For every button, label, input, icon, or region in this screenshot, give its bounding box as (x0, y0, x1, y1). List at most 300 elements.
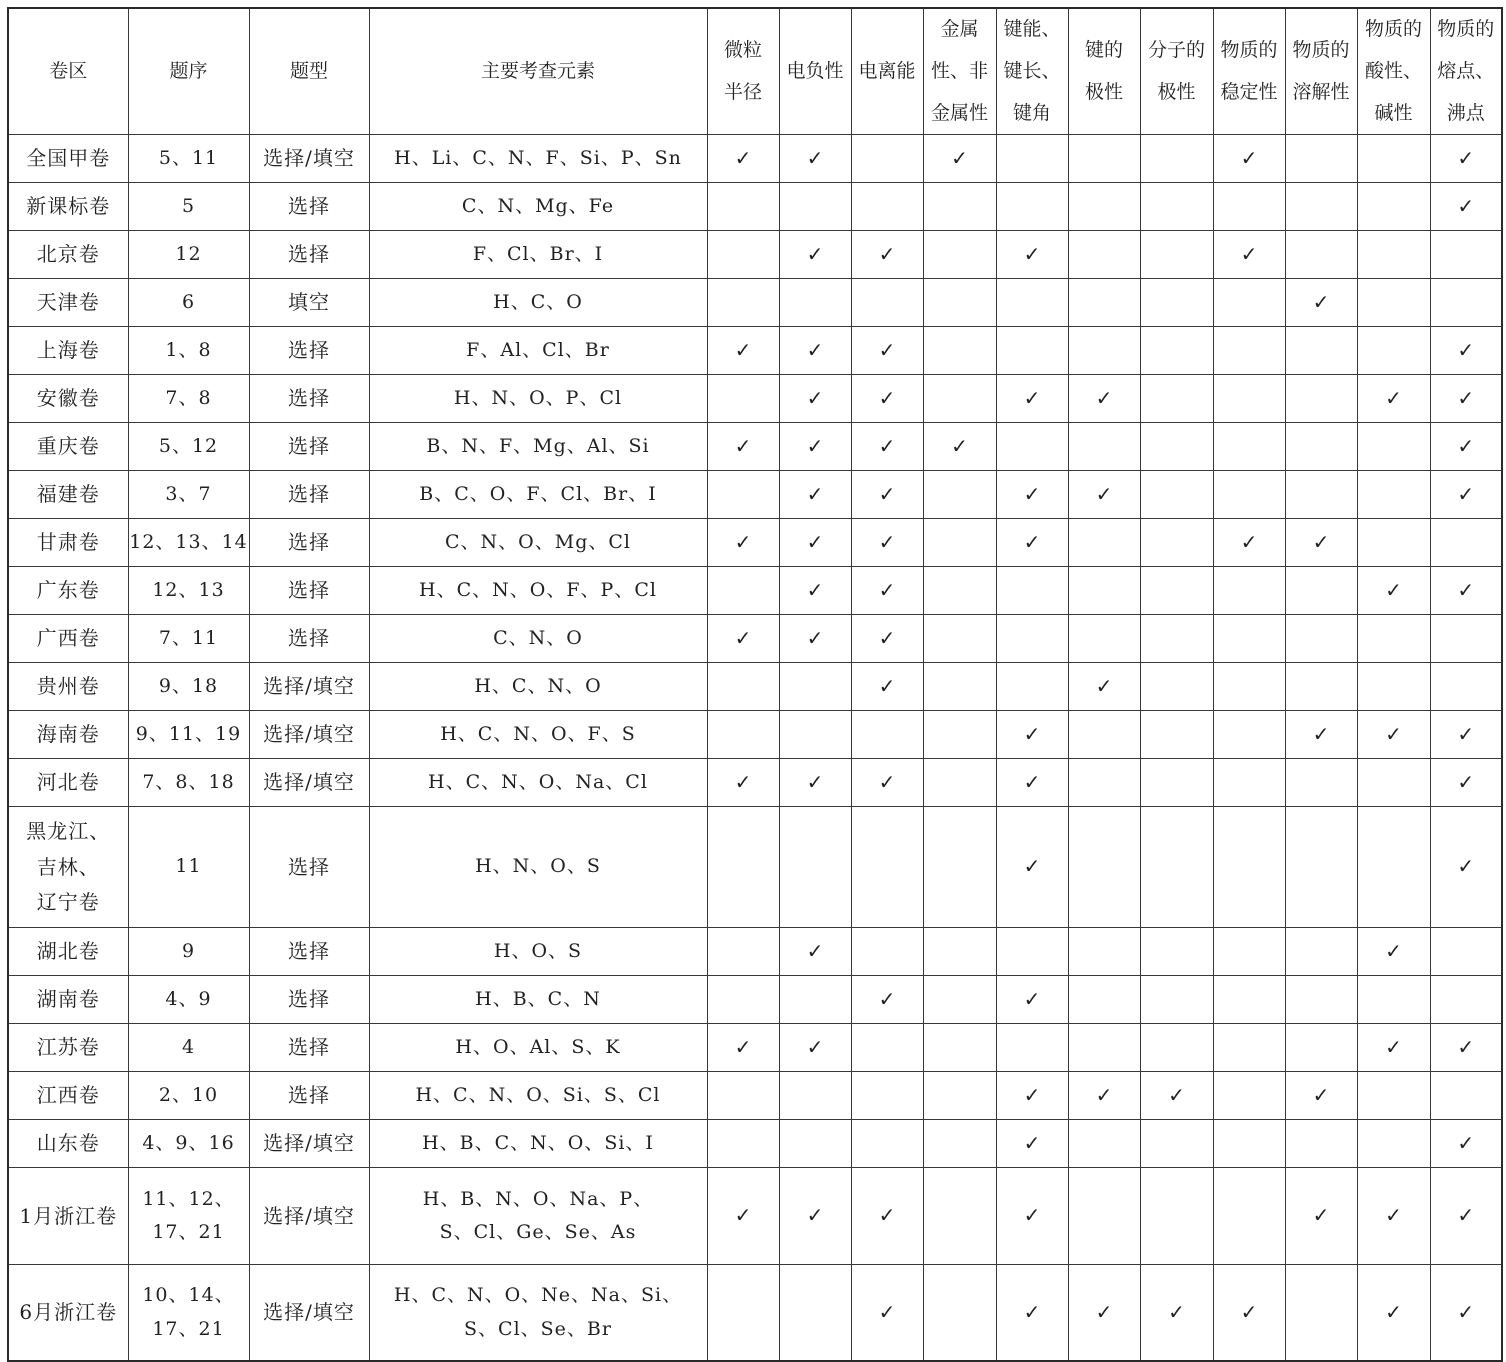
check-cell-acidity-basicity (1357, 928, 1430, 976)
elements-cell (369, 1120, 707, 1168)
check-cell-metallicity (923, 471, 996, 519)
elements-cell-line: C、N、Mg、Fe (461, 194, 615, 217)
check-cell-bond-params (996, 279, 1068, 327)
elements-cell (369, 423, 707, 471)
region-cell-line: 上海卷 (36, 338, 100, 363)
header-topic-line: 半径 (723, 80, 762, 103)
header-topic-solubility (1285, 8, 1357, 135)
check-cell-acidity-basicity (1357, 423, 1430, 471)
elements-cell (369, 1168, 707, 1265)
question-number-cell (128, 471, 249, 519)
check-cell-metallicity (923, 976, 996, 1024)
table-row (8, 663, 1502, 711)
question-number-cell-line: 5 (181, 194, 196, 217)
check-cell-stability (1213, 327, 1285, 375)
check-icon: ✓ (878, 1299, 896, 1324)
check-cell-bond-polarity (1068, 1265, 1140, 1361)
question-type-cell: 选择/填空 (249, 1120, 369, 1168)
check-cell-ionization-energy (851, 711, 923, 759)
elements-cell (369, 759, 707, 807)
header-topic-bond-params (996, 8, 1068, 135)
check-icon: ✓ (806, 625, 824, 650)
check-cell-metallicity (923, 807, 996, 928)
region-cell (8, 1024, 128, 1072)
check-cell-melting-boiling-point (1430, 928, 1502, 976)
check-cell-bond-polarity (1068, 471, 1140, 519)
check-icon: ✓ (878, 433, 896, 458)
check-cell-bond-params (996, 423, 1068, 471)
check-cell-ionization-energy (851, 327, 923, 375)
check-cell-ionization-energy (851, 279, 923, 327)
check-cell-bond-params (996, 375, 1068, 423)
check-cell-solubility (1285, 1072, 1357, 1120)
elements-cell (369, 976, 707, 1024)
check-cell-bond-polarity (1068, 519, 1140, 567)
check-cell-stability (1213, 375, 1285, 423)
check-icon: ✓ (1457, 1130, 1475, 1155)
check-icon: ✓ (1023, 769, 1041, 794)
check-cell-stability (1213, 976, 1285, 1024)
check-cell-solubility (1285, 711, 1357, 759)
question-number-cell (128, 375, 249, 423)
check-cell-melting-boiling-point (1430, 1168, 1502, 1265)
elements-cell-line: H、C、O (493, 290, 583, 313)
check-cell-solubility (1285, 976, 1357, 1024)
check-cell-bond-params (996, 567, 1068, 615)
region-cell (8, 279, 128, 327)
check-cell-molecule-polarity (1140, 231, 1213, 279)
check-cell-ionization-energy (851, 135, 923, 183)
check-icon: ✓ (1312, 529, 1330, 554)
question-number-cell (128, 615, 249, 663)
check-cell-ionization-energy (851, 1024, 923, 1072)
check-icon: ✓ (1385, 385, 1402, 410)
header-topic-line: 熔点、 (1437, 59, 1495, 82)
check-cell-ionization-energy (851, 1120, 923, 1168)
check-cell-electronegativity (779, 183, 851, 231)
region-cell-line: 河北卷 (36, 770, 100, 795)
check-cell-stability (1213, 519, 1285, 567)
check-icon: ✓ (806, 769, 824, 794)
question-number-cell (128, 1024, 249, 1072)
region-cell (8, 231, 128, 279)
check-cell-electronegativity (779, 519, 851, 567)
region-cell (8, 423, 128, 471)
elements-cell (369, 135, 707, 183)
check-cell-acidity-basicity (1357, 471, 1430, 519)
check-icon: ✓ (1023, 986, 1041, 1011)
elements-cell-line: H、N、O、S (475, 855, 601, 878)
check-cell-electronegativity (779, 231, 851, 279)
check-icon: ✓ (878, 1203, 896, 1228)
check-cell-bond-polarity (1068, 759, 1140, 807)
check-cell-bond-params (996, 759, 1068, 807)
question-number-cell (128, 519, 249, 567)
check-cell-bond-params (996, 1024, 1068, 1072)
check-cell-metallicity (923, 663, 996, 711)
check-cell-melting-boiling-point (1430, 183, 1502, 231)
header-topic-line: 物质的 (1437, 18, 1495, 40)
check-cell-metallicity (923, 1024, 996, 1072)
check-cell-particle-radius (707, 423, 779, 471)
check-cell-ionization-energy (851, 519, 923, 567)
check-icon: ✓ (1168, 1082, 1185, 1107)
check-icon: ✓ (1457, 854, 1475, 879)
check-cell-electronegativity (779, 1168, 851, 1265)
check-cell-particle-radius (707, 1168, 779, 1265)
check-cell-molecule-polarity (1140, 279, 1213, 327)
check-icon: ✓ (806, 529, 824, 554)
header-topic-line: 键角 (1012, 101, 1051, 124)
elements-cell-line: F、Al、Cl、Br (466, 338, 610, 361)
table-row (8, 615, 1502, 663)
check-cell-molecule-polarity (1140, 1168, 1213, 1265)
question-number-cell-line: 12 (175, 242, 202, 265)
question-type-cell: 选择/填空 (249, 135, 369, 183)
check-cell-solubility (1285, 519, 1357, 567)
table-body (8, 135, 1502, 1361)
check-cell-ionization-energy (851, 976, 923, 1024)
table-row (8, 231, 1502, 279)
check-icon: ✓ (1240, 145, 1258, 170)
check-cell-melting-boiling-point (1430, 519, 1502, 567)
check-cell-acidity-basicity (1357, 135, 1430, 183)
check-icon: ✓ (1095, 385, 1113, 410)
check-cell-stability (1213, 1265, 1285, 1361)
question-number-cell-line: 11 (175, 855, 202, 878)
question-number-cell (128, 663, 249, 711)
question-number-cell (128, 423, 249, 471)
question-type-cell: 选择/填空 (249, 1265, 369, 1361)
region-cell-line: 湖北卷 (36, 939, 100, 964)
question-number-cell (128, 231, 249, 279)
check-icon: ✓ (1457, 193, 1475, 218)
check-cell-stability (1213, 1072, 1285, 1120)
check-cell-solubility (1285, 183, 1357, 231)
question-type-cell: 选择 (249, 327, 369, 375)
region-cell (8, 928, 128, 976)
check-icon: ✓ (1457, 1034, 1475, 1059)
elements-cell (369, 663, 707, 711)
check-cell-stability (1213, 759, 1285, 807)
elements-cell (369, 1265, 707, 1361)
header-topic-line: 物质的 (1292, 38, 1350, 61)
check-cell-solubility (1285, 663, 1357, 711)
region-cell-line: 湖南卷 (36, 987, 100, 1012)
question-number-cell (128, 279, 249, 327)
check-cell-acidity-basicity (1357, 231, 1430, 279)
check-cell-electronegativity (779, 1120, 851, 1168)
question-type-cell: 选择 (249, 1024, 369, 1072)
check-icon: ✓ (1023, 385, 1041, 410)
table-header (8, 8, 1502, 135)
check-icon: ✓ (878, 529, 896, 554)
check-icon: ✓ (1457, 577, 1475, 602)
check-cell-stability (1213, 471, 1285, 519)
header-topic-bond-polarity (1068, 8, 1140, 135)
check-cell-bond-polarity (1068, 928, 1140, 976)
region-cell (8, 807, 128, 928)
check-cell-bond-polarity (1068, 615, 1140, 663)
question-number-cell-line: 6 (181, 290, 196, 313)
check-cell-bond-params (996, 976, 1068, 1024)
check-cell-solubility (1285, 1168, 1357, 1265)
check-cell-melting-boiling-point (1430, 1265, 1502, 1361)
question-type-cell: 选择 (249, 567, 369, 615)
elements-cell (369, 471, 707, 519)
check-cell-solubility (1285, 231, 1357, 279)
header-topic-line: 电负性 (786, 59, 844, 82)
check-icon: ✓ (1240, 1299, 1258, 1324)
header-topic-melting-boiling-point (1430, 8, 1502, 135)
check-cell-metallicity (923, 615, 996, 663)
question-type-cell: 选择 (249, 423, 369, 471)
check-cell-stability (1213, 928, 1285, 976)
check-icon: ✓ (878, 241, 896, 266)
check-icon: ✓ (1240, 241, 1258, 266)
region-cell-line: 新课标卷 (26, 194, 111, 219)
check-icon: ✓ (1385, 938, 1402, 963)
check-cell-metallicity (923, 1168, 996, 1265)
check-icon: ✓ (734, 769, 752, 794)
check-cell-particle-radius (707, 663, 779, 711)
check-icon: ✓ (878, 986, 896, 1011)
check-cell-metallicity (923, 567, 996, 615)
check-cell-particle-radius (707, 279, 779, 327)
region-cell (8, 135, 128, 183)
header-topic-line: 极性 (1084, 80, 1123, 103)
check-cell-melting-boiling-point (1430, 279, 1502, 327)
check-icon: ✓ (1457, 721, 1475, 746)
table-row (8, 423, 1502, 471)
elements-cell-line: H、B、N、O、Na、P、 (422, 1187, 654, 1210)
check-cell-stability (1213, 135, 1285, 183)
elements-cell-line: C、N、O (493, 626, 583, 649)
check-cell-bond-polarity (1068, 135, 1140, 183)
table-row (8, 759, 1502, 807)
check-cell-ionization-energy (851, 928, 923, 976)
check-cell-acidity-basicity (1357, 183, 1430, 231)
check-cell-particle-radius (707, 375, 779, 423)
question-number-cell-line: 7、8、18 (142, 770, 235, 793)
table-row (8, 976, 1502, 1024)
header-topic-line: 碱性 (1374, 101, 1413, 124)
header-topic-line: 键能、 (1003, 18, 1061, 40)
check-cell-bond-polarity (1068, 183, 1140, 231)
check-cell-solubility (1285, 1120, 1357, 1168)
elements-cell (369, 519, 707, 567)
check-cell-stability (1213, 567, 1285, 615)
check-cell-bond-params (996, 1265, 1068, 1361)
check-cell-electronegativity (779, 711, 851, 759)
check-cell-ionization-energy (851, 807, 923, 928)
elements-cell-line: H、C、N、O、Si、S、Cl (415, 1083, 661, 1106)
elements-cell-line: H、C、N、O (474, 674, 602, 697)
header-topic-line: 稳定性 (1220, 80, 1278, 103)
question-number-cell-line: 7、8 (165, 386, 212, 409)
check-cell-ionization-energy (851, 615, 923, 663)
question-type-cell: 选择/填空 (249, 711, 369, 759)
check-cell-melting-boiling-point (1430, 423, 1502, 471)
region-cell (8, 375, 128, 423)
check-cell-molecule-polarity (1140, 375, 1213, 423)
check-cell-metallicity (923, 375, 996, 423)
check-cell-particle-radius (707, 807, 779, 928)
check-cell-bond-polarity (1068, 976, 1140, 1024)
check-icon: ✓ (1312, 721, 1330, 746)
check-cell-bond-params (996, 1072, 1068, 1120)
check-cell-melting-boiling-point (1430, 471, 1502, 519)
check-cell-ionization-energy (851, 567, 923, 615)
check-cell-bond-polarity (1068, 375, 1140, 423)
check-cell-bond-params (996, 807, 1068, 928)
question-number-cell (128, 1168, 249, 1265)
region-cell-line: 山东卷 (36, 1131, 100, 1156)
table-row (8, 519, 1502, 567)
region-cell (8, 759, 128, 807)
table-row (8, 135, 1502, 183)
check-cell-bond-params (996, 1120, 1068, 1168)
check-icon: ✓ (1385, 577, 1402, 602)
check-cell-electronegativity (779, 759, 851, 807)
check-cell-ionization-energy (851, 375, 923, 423)
elements-cell-line: F、Cl、Br、I (472, 242, 604, 265)
check-cell-molecule-polarity (1140, 567, 1213, 615)
check-cell-solubility (1285, 1024, 1357, 1072)
elements-cell-line: H、C、N、O、Ne、Na、Si、 (393, 1283, 683, 1306)
check-cell-molecule-polarity (1140, 615, 1213, 663)
check-cell-molecule-polarity (1140, 1265, 1213, 1361)
check-icon: ✓ (878, 337, 896, 362)
check-cell-acidity-basicity (1357, 807, 1430, 928)
check-cell-molecule-polarity (1140, 807, 1213, 928)
check-icon: ✓ (734, 433, 752, 458)
check-cell-particle-radius (707, 471, 779, 519)
header-topic-line: 金属性 (930, 101, 988, 124)
check-cell-electronegativity (779, 1024, 851, 1072)
question-type-cell: 选择 (249, 375, 369, 423)
check-cell-bond-params (996, 471, 1068, 519)
check-cell-molecule-polarity (1140, 327, 1213, 375)
header-topic-line: 溶解性 (1292, 80, 1350, 103)
check-cell-melting-boiling-point (1430, 327, 1502, 375)
elements-cell-line: H、O、S (493, 939, 583, 962)
check-icon: ✓ (806, 1034, 824, 1059)
check-cell-solubility (1285, 759, 1357, 807)
check-cell-electronegativity (779, 928, 851, 976)
check-cell-bond-params (996, 135, 1068, 183)
region-cell-line: 广东卷 (36, 578, 100, 603)
question-number-cell-line: 11、12、 (142, 1187, 235, 1210)
elements-cell-line: C、N、O、Mg、Cl (445, 530, 631, 553)
check-icon: ✓ (1457, 337, 1475, 362)
check-cell-ionization-energy (851, 183, 923, 231)
elements-cell (369, 1072, 707, 1120)
check-cell-acidity-basicity (1357, 759, 1430, 807)
check-cell-acidity-basicity (1357, 1024, 1430, 1072)
check-cell-ionization-energy (851, 1265, 923, 1361)
check-cell-metallicity (923, 135, 996, 183)
check-cell-ionization-energy (851, 1072, 923, 1120)
question-type-cell: 选择 (249, 519, 369, 567)
region-cell-line: 6月浙江卷 (19, 1299, 118, 1324)
elements-cell (369, 327, 707, 375)
check-cell-molecule-polarity (1140, 711, 1213, 759)
check-cell-ionization-energy (851, 663, 923, 711)
check-cell-particle-radius (707, 135, 779, 183)
check-cell-solubility (1285, 807, 1357, 928)
region-cell (8, 1168, 128, 1265)
check-icon: ✓ (806, 337, 824, 362)
check-cell-bond-polarity (1068, 279, 1140, 327)
table-row (8, 807, 1502, 928)
check-cell-metallicity (923, 183, 996, 231)
question-number-cell-line: 10、14、 (142, 1283, 235, 1306)
check-icon: ✓ (806, 385, 824, 410)
exam-analysis-table (7, 7, 1503, 1362)
check-cell-particle-radius (707, 1072, 779, 1120)
question-number-cell-line: 3、7 (165, 482, 212, 505)
check-cell-bond-params (996, 327, 1068, 375)
check-cell-ionization-energy (851, 471, 923, 519)
check-cell-bond-params (996, 231, 1068, 279)
question-type-cell: 选择 (249, 976, 369, 1024)
elements-cell (369, 231, 707, 279)
region-cell (8, 711, 128, 759)
header-topic-line: 键长、 (1003, 59, 1061, 82)
header-question-type: 题型 (249, 8, 369, 135)
question-number-cell-line: 17、21 (152, 1221, 225, 1244)
check-cell-electronegativity (779, 279, 851, 327)
check-icon: ✓ (1023, 721, 1041, 746)
check-icon: ✓ (1457, 1299, 1475, 1324)
check-cell-stability (1213, 279, 1285, 327)
check-cell-electronegativity (779, 615, 851, 663)
question-number-cell-line: 9 (181, 939, 196, 962)
question-type-cell: 选择 (249, 615, 369, 663)
check-cell-particle-radius (707, 1120, 779, 1168)
check-icon: ✓ (806, 433, 824, 458)
header-topic-line: 性、非 (930, 59, 988, 82)
check-icon: ✓ (951, 433, 968, 458)
check-cell-molecule-polarity (1140, 928, 1213, 976)
header-topic-molecule-polarity (1140, 8, 1213, 135)
check-cell-molecule-polarity (1140, 759, 1213, 807)
check-cell-melting-boiling-point (1430, 135, 1502, 183)
check-icon: ✓ (734, 337, 752, 362)
check-icon: ✓ (806, 145, 824, 170)
question-number-cell-line: 4、9、16 (142, 1131, 235, 1154)
region-cell-line: 北京卷 (36, 242, 100, 267)
header-topic-line: 酸性、 (1364, 59, 1422, 82)
header-row (8, 8, 1502, 135)
check-cell-stability (1213, 1024, 1285, 1072)
header-topic-line: 物质的 (1220, 38, 1278, 61)
check-cell-ionization-energy (851, 231, 923, 279)
table-row (8, 471, 1502, 519)
check-cell-stability (1213, 231, 1285, 279)
table-row (8, 928, 1502, 976)
table-row (8, 1120, 1502, 1168)
check-cell-melting-boiling-point (1430, 1072, 1502, 1120)
check-icon: ✓ (878, 769, 896, 794)
check-cell-electronegativity (779, 1072, 851, 1120)
check-cell-bond-polarity (1068, 711, 1140, 759)
check-cell-electronegativity (779, 471, 851, 519)
check-cell-molecule-polarity (1140, 976, 1213, 1024)
elements-cell-line: H、B、C、N、O、Si、I (422, 1131, 654, 1154)
check-cell-solubility (1285, 423, 1357, 471)
